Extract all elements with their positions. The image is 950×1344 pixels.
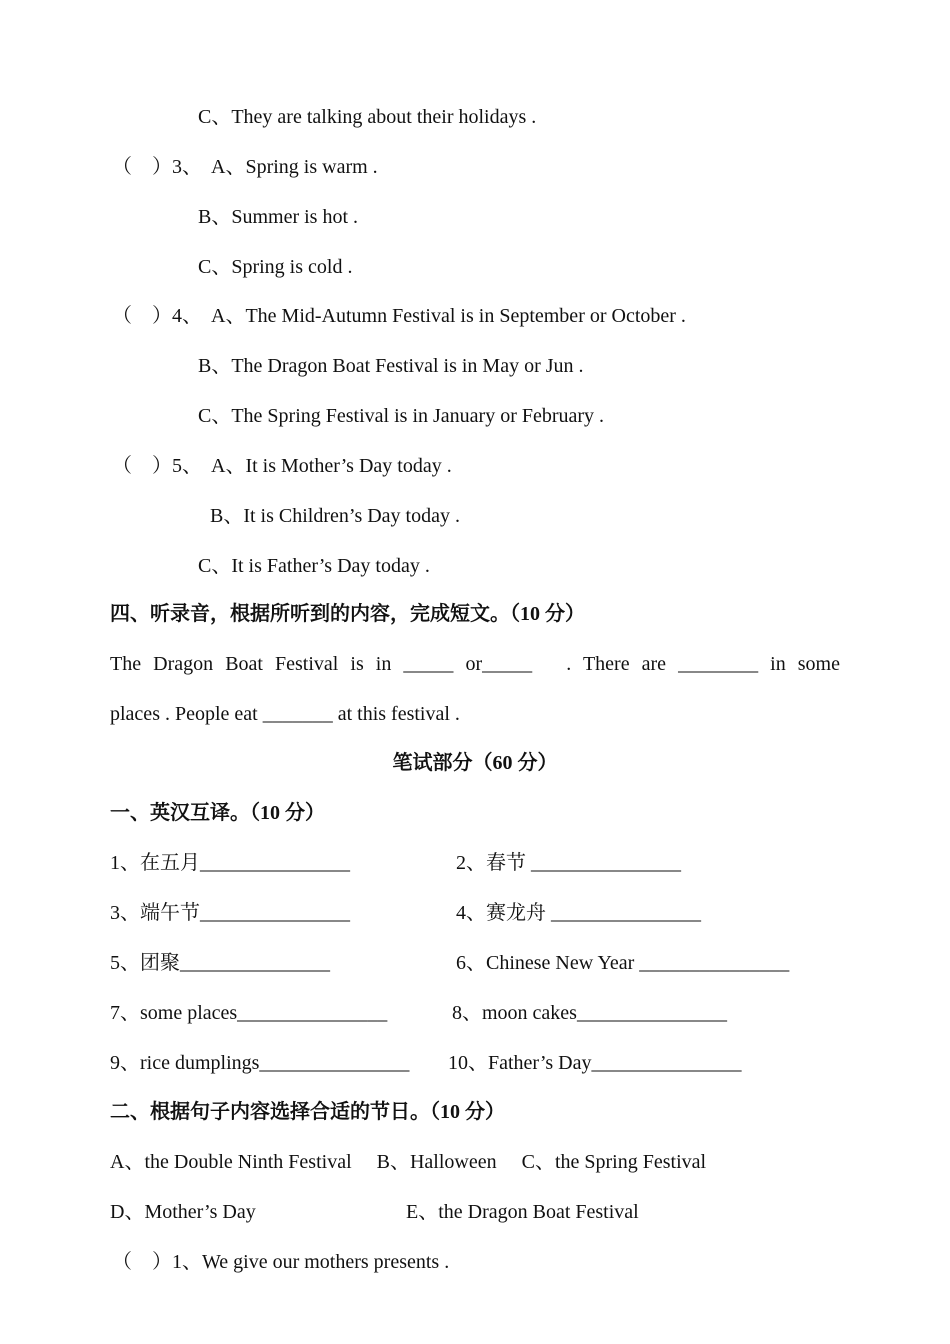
part-2-option-d: D、Mother’s Day (110, 1201, 256, 1223)
q3-option-b: B、Summer is hot . (198, 206, 359, 228)
q3-answer-blank[interactable]: （ ）3、 (112, 156, 202, 178)
part-1-heading: 一、英汉互译。（10 分） (110, 802, 325, 824)
part-2-heading: 二、根据句子内容选择合适的节日。（10 分） (110, 1101, 505, 1123)
q3-option-c: C、Spring is cold . (198, 256, 353, 278)
translation-item-6: 6、Chinese New Year _______________ (456, 952, 790, 974)
translation-item-10: 10、Father’s Day_______________ (448, 1052, 742, 1074)
q4-option-b: B、The Dragon Boat Festival is in May or Jun . (198, 355, 584, 377)
q3-option-a: A、Spring is warm . (211, 156, 378, 178)
translation-item-2: 2、春节 _______________ (456, 852, 681, 874)
translation-item-7: 7、some places_______________ (110, 1002, 388, 1024)
translation-item-1: 1、在五月_______________ (110, 852, 350, 874)
part-2-question-1: （ ）1、We give our mothers presents . (112, 1251, 450, 1273)
translation-item-3: 3、端午节_______________ (110, 902, 350, 924)
q5-option-a: A、It is Mother’s Day today . (211, 455, 452, 477)
part-2-options-row-1: A、the Double Ninth Festival B、Halloween C、the Spring Festival (110, 1151, 707, 1173)
q5-option-b: B、It is Children’s Day today . (210, 505, 460, 527)
translation-item-5: 5、团聚_______________ (110, 952, 330, 974)
translation-item-9: 9、rice dumplings_______________ (110, 1052, 410, 1074)
section-4-heading: 四、听录音，根据所听到的内容，完成短文。（10 分） (110, 603, 585, 625)
q2-option-c: C、They are talking about their holidays . (198, 106, 537, 128)
q5-option-c: C、It is Father’s Day today . (198, 555, 430, 577)
part-2-option-e: E、the Dragon Boat Festival (406, 1201, 639, 1223)
q5-answer-blank[interactable]: （ ）5、 (112, 455, 202, 477)
q4-answer-blank[interactable]: （ ）4、 (112, 305, 202, 327)
written-part-title: 笔试部分（60 分） (392, 752, 558, 774)
translation-item-4: 4、赛龙舟 _______________ (456, 902, 701, 924)
translation-item-8: 8、moon cakes_______________ (452, 1002, 727, 1024)
q4-option-c: C、The Spring Festival is in January or February . (198, 405, 605, 427)
q4-option-a: A、The Mid-Autumn Festival is in September or October . (211, 305, 686, 327)
section-4-passage-line-2: places . People eat _______ at this festival . (110, 703, 460, 725)
section-4-passage-line-1: The Dragon Boat Festival is in _____ or_____ . There are ________ in some (110, 653, 840, 675)
